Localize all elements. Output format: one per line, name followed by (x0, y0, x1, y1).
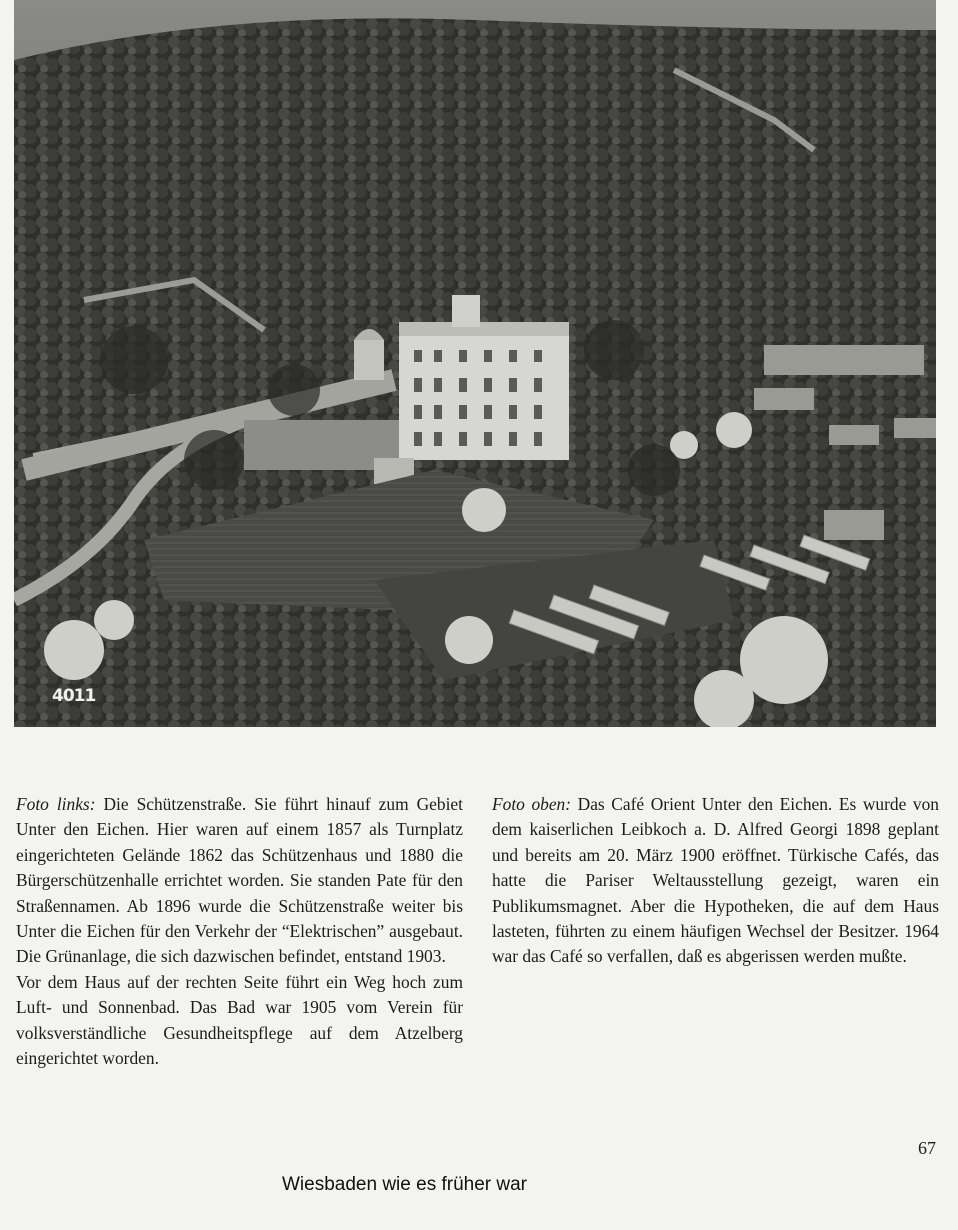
caption-left-paragraph-1 (16, 792, 463, 970)
page-number: 67 (918, 1138, 936, 1158)
photo-archive-number: 4011 (52, 686, 96, 706)
caption-left-column (16, 792, 463, 1071)
caption-right-column (492, 792, 939, 970)
caption-right-lead: Foto oben: (492, 794, 572, 814)
book-title-caption: Wiesbaden wie es früher war (282, 1174, 527, 1195)
caption-left-paragraph-2: Vor dem Haus auf der rechten Seite führt ein Weg hoch zum Luft- und Sonnenbad. Das Bad war 1905 vom Verein für volksverständliche Gesundheitspflege auf dem Atzelberg eingerichtet worden. (16, 971, 463, 1069)
caption-right-text-1: Das Café Orient Unter den Eichen. Es wurde von dem kaiserlichen Leibkoch a. D. Alfred Georgi 1898 geplant und bereits am 20. März 1900 eröffnet. Türkische Cafés, das hatte die Pariser Weltausstellung gezeigt, waren ein Publikumsmagnet. Aber die Hypotheken, die auf dem Haus lasteten, führten zu einem häufigen Wechsel der Besitzer. 1964 war das Café so verfallen, daß es abgerissen werden mußte. (492, 794, 939, 967)
historic-aerial-photo (14, 0, 936, 727)
photo-illustration (14, 0, 936, 727)
caption-left-text-1: Die Schützenstraße. Sie führt hinauf zum Gebiet Unter den Eichen. Hier waren auf einem 1857 als Turnplatz eingerichteten Gelände 1862 das Schützenhaus und 1880 die Bürgerschützenhalle errichtet worden. Sie standen Pate für den Straßennamen. Ab 1896 wurde die Schützenstraße weiter bis Unter die Eichen für den Verkehr der “Elektrischen” ausgebaut. Die Grünanlage, die sich dazwischen befindet, entstand 1903. (16, 794, 463, 967)
caption-left-lead: Foto links: (16, 794, 96, 814)
caption-right-paragraph-1 (492, 792, 939, 970)
